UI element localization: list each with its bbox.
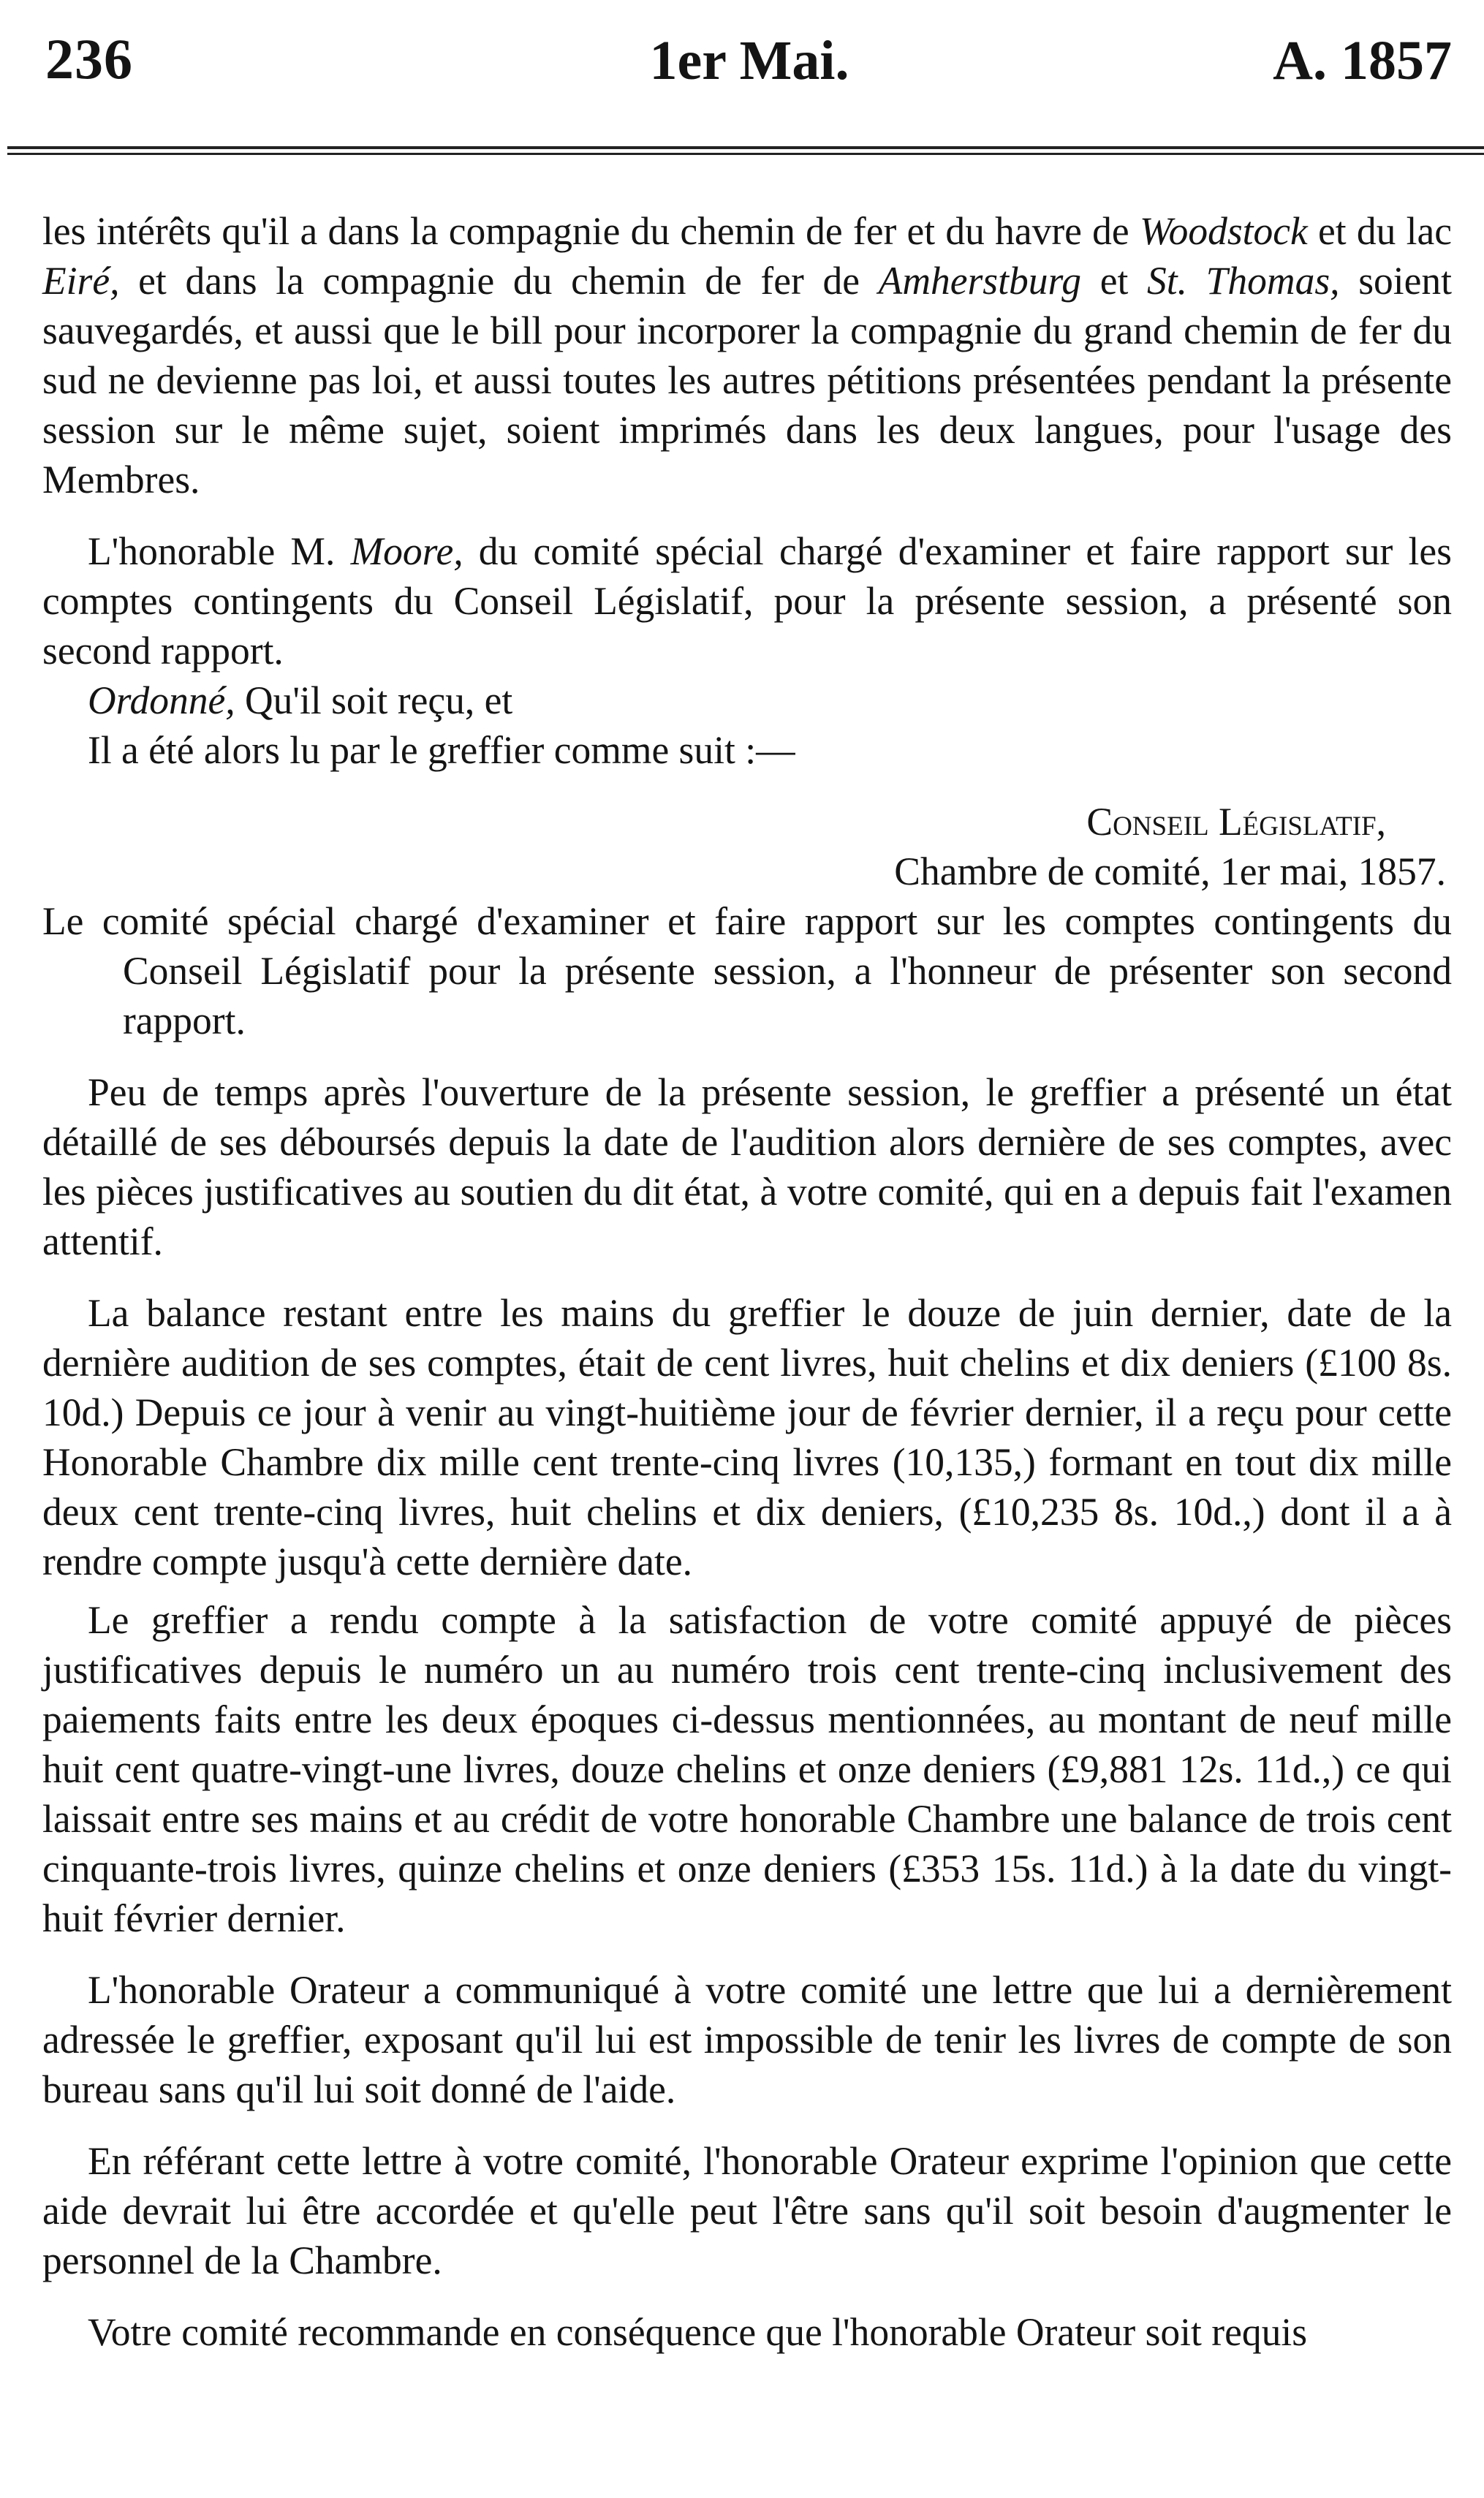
place-amherstburg: Amherstburg xyxy=(878,259,1082,303)
council-heading: Conseil Législatif, xyxy=(1086,800,1386,844)
header-rule xyxy=(7,146,1484,155)
paragraph-recommendation: Votre comité recommande en conséquence que l'honorable Orateur soit requis xyxy=(88,2310,1308,2354)
paragraph-statement: Peu de temps après l'ouverture de la présente session, le greffier a présenté un état détaillé de ses déboursés depuis la date de l'audition alors dernière de ses comptes, avec les pièces justificatives au soutien du dit état, à votre comité, qui en a depuis fait l'examen attentif. xyxy=(42,1070,1452,1263)
read-by-clerk-line: Il a été alors lu par le greffier comme suit :— xyxy=(88,728,795,772)
paragraph-orator-letter: L'honorable Orateur a communiqué à votre comité une lettre que lui a dernièrement adressée le greffier, exposant qu'il lui est impossible de tenir les livres de compte de son bureau sans qu'il lui soit donné de l'aide. xyxy=(42,1968,1452,2111)
paragraph-petitions: les intérêts qu'il a dans la compagnie du chemin de fer et du havre de Woodstock et du lac Eiré, et dans la compagnie du chemin de fer de Amherstburg et St. Thomas, soient sauvegardés, et aussi que le bill pour incorporer la compagnie du grand chemin de fer du sud ne devienne pas loi, et aussi toutes les autres pétitions présentées pendant la présente session sur le même sujet, soient imprimés dans les deux langues, pour l'usage des Membres. xyxy=(42,209,1453,502)
chamber-date-line: Chambre de comité, 1er mai, 1857. xyxy=(894,849,1446,893)
paragraph-orator-opinion: En référant cette lettre à votre comité, l'honorable Orateur exprime l'opinion que cette aide devrait lui être accordée et qu'elle peut l'être sans qu'il soit besoin d'augmenter le personnel de la Chambre. xyxy=(42,2139,1452,2282)
paragraph-committee-intro: Le comité spécial chargé d'examiner et faire rapport sur les comptes contingents du Conseil Législatif pour la présente session, a l'honneur de présenter son second rapport. xyxy=(42,899,1452,1042)
body-text xyxy=(42,206,1452,2357)
name-moore: Moore, xyxy=(350,529,463,573)
header-rule-top xyxy=(7,146,1484,149)
header-rule-bottom xyxy=(7,153,1484,155)
ordonne-label: Ordonné, xyxy=(88,678,235,722)
header-date: 1er Mai. xyxy=(649,30,849,91)
page-header xyxy=(42,0,1456,132)
place-woodstock: Woodstock xyxy=(1139,209,1308,253)
paragraph-balance: La balance restant entre les mains du greffier le douze de juin dernier, date de la dernière audition de ses comptes, était de cent livres, huit chelins et dix deniers (£100 8s. 10d.) Depuis ce jour à venir au vingt-huitième jour de février dernier, il a reçu pour cette Honorable Chambre dix mille cent trente-cinq livres (10,135,) formant en tout dix mille deux cent trente-cinq livres, huit chelins et dix deniers, (£10,235 8s. 10d.,) dont il a à rendre compte jusqu'à cette dernière date. xyxy=(42,1291,1452,1583)
paragraph-moore-report: L'honorable M. Moore, du comité spécial chargé d'examiner et faire rapport sur les comptes contingents du Conseil Législatif, pour la présente session, a présenté son second rapport. xyxy=(42,529,1452,673)
place-eire: Eiré, xyxy=(42,259,120,303)
header-year: A. 1857 xyxy=(1273,30,1452,91)
paragraph-accounts: Le greffier a rendu compte à la satisfaction de votre comité appuyé de pièces justificatives depuis le numéro un au numéro trois cent trente-cinq inclusivement des paiements faits entre les deux époques ci-dessus mentionnées, au montant de neuf mille huit cent quatre-vingt-une livres, douze chelins et onze deniers (£9,881 12s. 11d.,) ce qui laissait entre ses mains et au crédit de votre honorable Chambre une balance de trois cent cinquante-trois livres, quinze chelins et onze deniers (£353 15s. 11d.) à la date du vingt-huit février dernier. xyxy=(42,1598,1452,1940)
page-number: 236 xyxy=(45,27,133,91)
ordonne-line: Ordonné, Qu'il soit reçu, et xyxy=(88,678,513,722)
place-st-thomas: St. Thomas, xyxy=(1147,259,1340,303)
